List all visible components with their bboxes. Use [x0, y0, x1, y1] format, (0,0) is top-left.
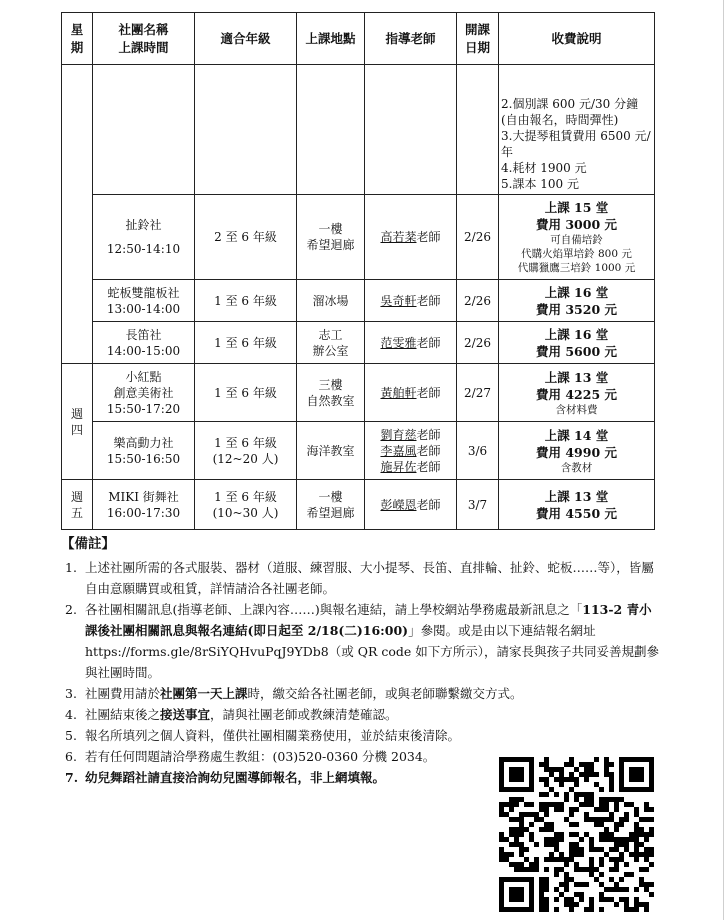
notes-section [61, 534, 661, 788]
fee-cell: 上課 15 堂 費用 3000 元 可自備培鈴 代購火焰單培鈴 800 元 代購獵鷹三培鈴 1000 元 [499, 195, 655, 280]
grade-cell: 1 至 6 年級 (12~20 人) [195, 422, 297, 480]
teacher-cell: 劉育慈老師 李嘉風老師 施昇佐老師 [365, 422, 457, 480]
date-cell: 3/6 [457, 422, 499, 480]
weekday-cell-fri: 週 五 [62, 480, 93, 530]
date-cell [457, 65, 499, 195]
notes-title: 【備註】 [61, 536, 115, 552]
teacher-cell: 吳奇軒老師 [365, 280, 457, 322]
teacher-cell [365, 65, 457, 195]
date-cell: 2/26 [457, 195, 499, 280]
table-row [62, 480, 655, 530]
club-cell: 長笛社 14:00-15:00 [93, 322, 195, 364]
header-club-time: 社團名稱 上課時間 [93, 13, 195, 65]
fee-cell: 上課 16 堂 費用 5600 元 [499, 322, 655, 364]
location-cell: 三樓 自然教室 [297, 364, 365, 422]
table-row [62, 280, 655, 322]
club-schedule-table [61, 12, 655, 530]
table-row [62, 65, 655, 195]
fee-cell: 上課 16 堂 費用 3520 元 [499, 280, 655, 322]
date-cell: 3/7 [457, 480, 499, 530]
table-row [62, 195, 655, 280]
header-weekday: 星 期 [62, 13, 93, 65]
note-item: 3. 社團費用請於社團第一天上課時，繳交給各社團老師，或與老師聯繫繳交方式。 [65, 686, 523, 701]
club-cell: MIKI 街舞社 16:00-17:30 [93, 480, 195, 530]
header-location: 上課地點 [297, 13, 365, 65]
header-grade: 適合年級 [195, 13, 297, 65]
fee-cell: 上課 14 堂 費用 4990 元 含教材 [499, 422, 655, 480]
teacher-cell: 黃舶軒老師 [365, 364, 457, 422]
fee-cell: 2.個別課 600 元/30 分鐘(自由報名，時間彈性) 3.大提琴租賃費用 6500 元/年 4.耗材 1900 元 5.課本 100 元 [499, 65, 655, 195]
note-item: 4. 社團結束後之接送事宜，請與社團老師或教練清楚確認。 [65, 707, 398, 722]
table-header-row [62, 13, 655, 65]
club-cell: 扯鈴社 12:50-14:10 [93, 195, 195, 280]
date-cell: 2/27 [457, 364, 499, 422]
location-cell: 志工 辦公室 [297, 322, 365, 364]
header-fee: 收費說明 [499, 13, 655, 65]
club-cell: 蛇板雙龍板社 13:00-14:00 [93, 280, 195, 322]
location-cell: 一樓 希望迴廊 [297, 195, 365, 280]
table-row [62, 422, 655, 480]
grade-cell: 1 至 6 年級 (10~30 人) [195, 480, 297, 530]
grade-cell [195, 65, 297, 195]
weekday-cell-thu: 週 四 [62, 364, 93, 480]
note-item: 5. 報名所填列之個人資料，僅供社團相關業務使用，並於結束後清除。 [65, 728, 461, 743]
header-teacher: 指導老師 [365, 13, 457, 65]
grade-cell: 1 至 6 年級 [195, 364, 297, 422]
registration-qr-code[interactable] [499, 757, 654, 912]
location-cell: 海洋教室 [297, 422, 365, 480]
weekday-cell-wed [62, 65, 93, 364]
grade-cell: 1 至 6 年級 [195, 280, 297, 322]
header-start-date: 開課 日期 [457, 13, 499, 65]
note-item: 2. 各社團相關訊息(指導老師、上課內容……)與報名連結，請上學校網站學務處最新訊息之「113-2 青小課後社團相關訊息與報名連結(即日起至 2/18(二)16:00)」參閱。或是由以下連結報名網址 https://forms.gle/8rSiYQHvuPqJ9YDb8（或 QR code 如下方所示），請家長與孩子共同妥善規劃參與社團時間。 [65, 602, 659, 680]
club-cell: 小紅點 創意美術社 15:50-17:20 [93, 364, 195, 422]
registration-link-text[interactable]: 」參閱。或是由以下連結報名網址 https://forms.gle/8rSiYQHvuPqJ9YDb8（或 QR code 如下方所示），請家長與孩子共同妥善規劃參與社團時間。 [85, 623, 659, 680]
teacher-cell: 范雯雅老師 [365, 322, 457, 364]
club-cell [93, 65, 195, 195]
table-row [62, 364, 655, 422]
teacher-cell: 高若棻老師 [365, 195, 457, 280]
club-cell: 樂高動力社 15:50-16:50 [93, 422, 195, 480]
teacher-cell: 彭嶸恩老師 [365, 480, 457, 530]
date-cell: 2/26 [457, 322, 499, 364]
fee-cell: 上課 13 堂 費用 4225 元 含材料費 [499, 364, 655, 422]
note-item: 1. 上述社團所需的各式服裝、器材（道服、練習服、大小提琴、長笛、直排輪、扯鈴、蛇板……等），皆屬自由意願購買或租賃，詳情請洽各社團老師。 [65, 560, 654, 596]
note-item: 7. 幼兒舞蹈社請直接洽詢幼兒園導師報名，非上網填報。 [65, 770, 386, 785]
location-cell: 溜冰場 [297, 280, 365, 322]
note-item: 6. 若有任何問題請洽學務處生教組：(03)520-0360 分機 2034。 [65, 749, 436, 764]
table-row [62, 322, 655, 364]
grade-cell: 2 至 6 年級 [195, 195, 297, 280]
location-cell [297, 65, 365, 195]
grade-cell: 1 至 6 年級 [195, 322, 297, 364]
location-cell: 一樓 希望迴廊 [297, 480, 365, 530]
date-cell: 2/26 [457, 280, 499, 322]
fee-cell: 上課 13 堂 費用 4550 元 [499, 480, 655, 530]
